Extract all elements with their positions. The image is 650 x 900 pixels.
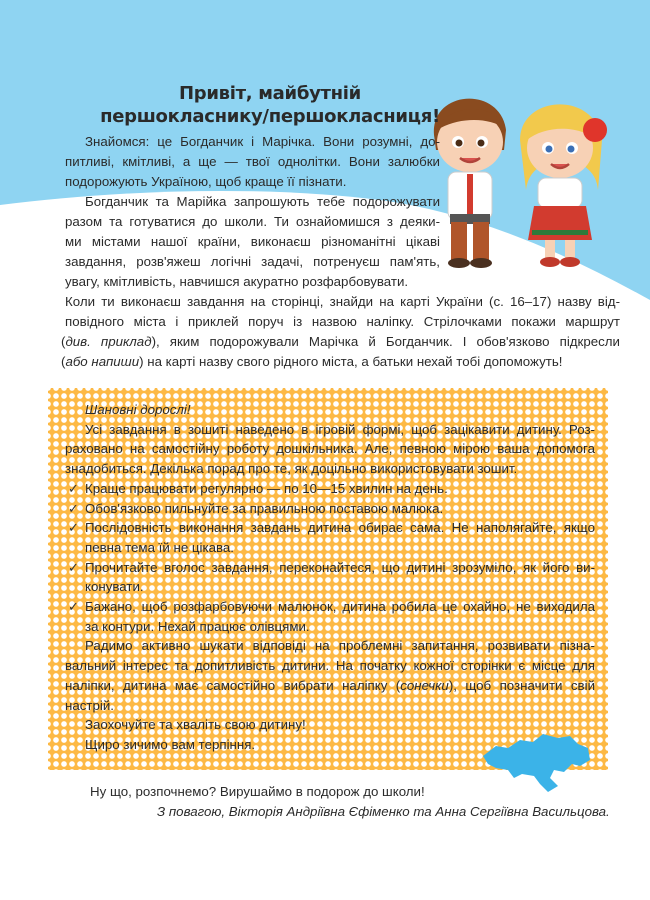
checkmark-icon: ✓	[68, 520, 79, 536]
intro-line: ми містами нашої країни, виконаєш різноманітні цікаві	[65, 234, 440, 249]
note-line: Шановні дорослі!	[85, 402, 191, 417]
tip-item: Прочитайте вголос завдання, переконайтеся, що дитині зрозуміло, як його ви-	[85, 559, 595, 575]
note-line: за контури. Нехай працює олівцями.	[85, 618, 310, 634]
tip-item: Послідовність виконання завдань дитина обирає сама. Не наполягайте, якщо	[85, 520, 595, 536]
note-line: раховано на самостійну роботу дошкільника. Але, певною мірою ваша допомога	[65, 441, 595, 457]
intro-line: Богданчик та Марійка запрошують тебе подорожувати	[85, 194, 440, 209]
children-illustration	[420, 80, 620, 275]
page-title-line-2: першокласнику/першокласниця!	[100, 106, 440, 127]
intro-line: Коли ти виконаєш завдання на сторінці, знайди на карті України (с. 16–17) назву від-	[65, 294, 620, 309]
intro-line: (або напиши) на карті назву свого рідного міста, а батьки нехай тобі допоможуть!	[61, 354, 563, 369]
note-line: знадобиться. Декілька порад про те, як доцільно використовувати зошит.	[65, 461, 518, 477]
checkmark-icon: ✓	[68, 480, 79, 496]
intro-line: увагу, кмітливість, навчишся акуратно розфарбовувати.	[65, 274, 409, 289]
closing-line: Ну що, розпочнемо? Вирушаймо в подорож до школи!	[90, 784, 425, 799]
intro-line: подорожують Україною, щоб краще її пізнати.	[65, 174, 347, 189]
note-line: певна тема їй не цікава.	[85, 539, 234, 555]
boy-figure	[434, 99, 506, 268]
page-title-line-1: Привіт, майбутній	[179, 83, 361, 104]
intro-line: питливі, кмітливі, а ще — твої однолітки. Вони залюбки	[65, 154, 440, 169]
checkmark-icon: ✓	[68, 559, 79, 575]
note-line: Радимо активно шукати відповіді на проблемні запитання, розвивати пізна-	[85, 638, 595, 654]
note-line: Усі завдання в зошиті наведено в ігровій формі, щоб зацікавити дитину. Роз-	[85, 421, 595, 437]
checkmark-icon: ✓	[68, 500, 79, 516]
signature-line: З повагою, Вікторія Андріївна Єфіменко та Анна Сергіївна Васильцова.	[157, 804, 610, 819]
checkmark-icon: ✓	[68, 599, 79, 614]
note-line: настрій.	[65, 697, 114, 713]
intro-line: повідного міста і приклей поруч із назвою наліпку. Стрілочками покажи маршрут	[65, 314, 620, 329]
intro-line: разом та готуватися до школи. Ти ознайомишся з деяки-	[65, 214, 440, 229]
tip-item: Бажано, щоб розфарбовуючи малюнок, дитина робила це охайно, не виходила	[85, 599, 595, 614]
tip-item: Обов'язково пильнуйте за правильною поставою малюка.	[85, 500, 444, 516]
intro-line: завдання, розв'яжеш логічні задачі, потренуєш пам'ять,	[65, 254, 440, 269]
note-line: Заохочуйте та хваліть свою дитину!	[85, 717, 306, 733]
note-line: конувати.	[85, 579, 144, 595]
intro-line: Знайомся: це Богданчик і Марічка. Вони розумні, до-	[85, 134, 440, 149]
tip-item: Краще працювати регулярно — по 10—15 хвилин на день.	[85, 480, 448, 496]
note-line: наліпки, дитина має самостійно вибрати наліпку (сонечки), щоб позначити свій	[65, 677, 595, 693]
girl-figure	[520, 104, 607, 267]
note-line: Щиро зичимо вам терпіння.	[85, 736, 256, 752]
intro-line: (див. приклад), яким подорожували Марічка й Богданчик. І обов'язково підкресли	[61, 334, 620, 349]
ukraine-map-icon	[478, 728, 593, 798]
note-line: вальний інтерес та допитливість дитини. На початку кожної сторінки є місце для	[65, 658, 595, 674]
